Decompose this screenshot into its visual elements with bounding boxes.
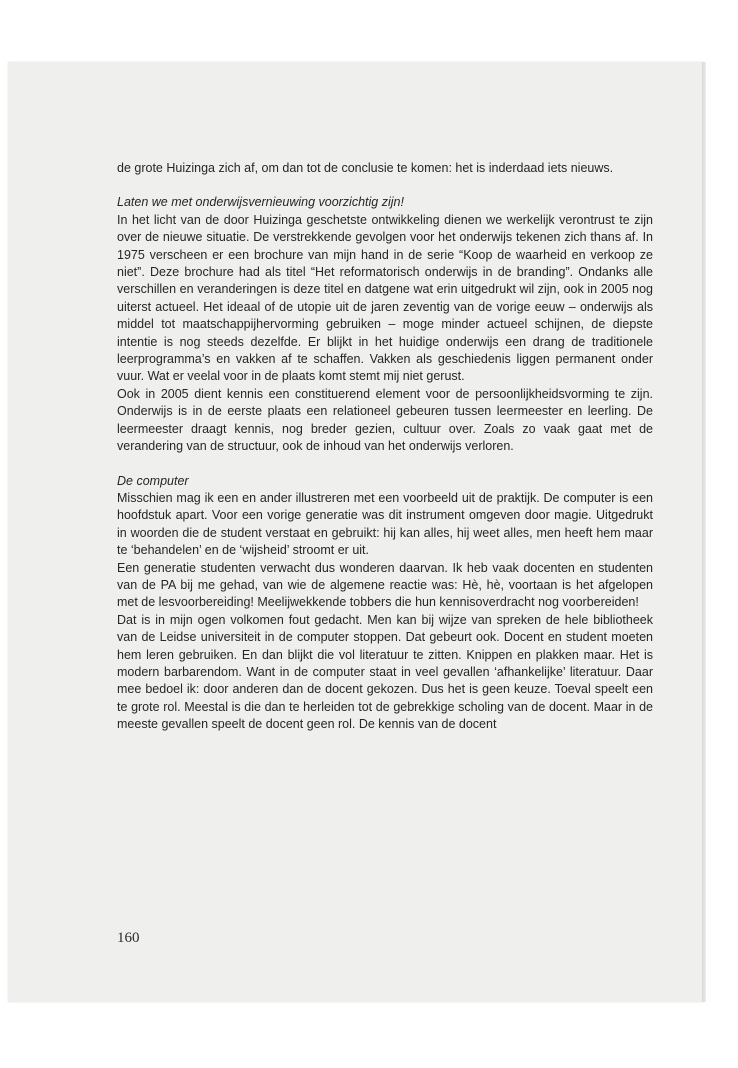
paragraph-kennis: Ook in 2005 dient kennis een constituerend element voor de persoonlijkheidsvorming te zijn. Onderwijs is in de eerste plaats een relationeel gebeuren tussen leermeester en leerling. De leermeester draagt kennis, nog breder gezien, cultuur over. Zoals zo vaak gaat met de verandering van de structuur, ook de inhoud van het onderwijs verloren. [117, 386, 653, 454]
page-edge-shadow [702, 62, 706, 1002]
section-heading-onderwijsvernieuwing: Laten we met onderwijsvernieuwing voorzichtig zijn! [117, 195, 404, 210]
section-heading-computer: De computer [117, 473, 189, 488]
paragraph-studenten: Een generatie studenten verwacht dus wonderen daarvan. Ik heb vaak docenten en studenten van de PA bij me gehad, van wie de algemene reactie was: Hè, hè, voortaan is het afgelopen met de lesvoorbereiding! Meelijwekkende tobbers die hun kennisoverdracht nog voorbereiden! [117, 560, 653, 610]
paragraph-intro: de grote Huizinga zich af, om dan tot de conclusie te komen: het is inderdaad iets nieuws. [117, 161, 614, 175]
paragraph-huizinga: In het licht van de door Huizinga geschetste ontwikkeling dienen we werkelijk verontrust te zijn over de nieuwe situatie. De verstrekkende gevolgen voor het onderwijs tekenen zich thans af. In 1975 verscheen er een brochure van mijn hand in de serie “Koop de waarheid en verkoop ze niet”. Deze brochure had als titel “Het reformatorisch onderwijs in de branding”. Ondanks alle verschillen en veranderingen is deze titel en datgene wat erin uitgedrukt wil zijn, ook in 2005 nog uiterst actueel. Het ideaal of de utopie uit de jaren zeventig van de vorige eeuw – onderwijs als middel tot maatschappijhervorming gebruiken – moge minder actueel schijnen, de diepste intentie is nog steeds dezelfde. Er blijkt in het huidige onderwijs een drang de traditionele leerprogramma’s en vakken af te schaffen. Vakken als geschiedenis liggen permanent onder vuur. Wat er veelal voor in de plaats komt stemt mij niet gerust. [117, 212, 653, 384]
paragraph-computer-intro: Misschien mag ik een en ander illustreren met een voorbeeld uit de praktijk. De computer is een hoofdstuk apart. Voor een vorige generatie was dit instrument omgeven door magie. Uitgedrukt in woorden die de student verstaat en gebruikt: hij kan alles, hij weet alles, men heeft hem maar te ‘behandelen’ en de ‘wijsheid’ stroomt er uit. [117, 490, 653, 558]
page-number: 160 [117, 930, 140, 946]
paragraph-fout-gedacht: Dat is in mijn ogen volkomen fout gedacht. Men kan bij wijze van spreken de hele bibliotheek van de Leidse universiteit in de computer stoppen. Dat gebeurt ook. Docent en student moeten hem leren gebruiken. En dan blijkt die vol literatuur te zitten. Knippen en plakken maar. Het is modern barbarendom. Want in de computer staat in veel gevallen ‘afhankelijke’ literatuur. Daar mee bedoel ik: door anderen dan de docent gekozen. Dus het is geen keuze. Toeval speelt een te grote rol. Meestal is die dan te herleiden tot de gebrekkige scholing van de docent. Maar in de meeste gevallen speelt de docent geen rol. De kennis van de docent [117, 612, 653, 732]
body-text [117, 160, 653, 734]
